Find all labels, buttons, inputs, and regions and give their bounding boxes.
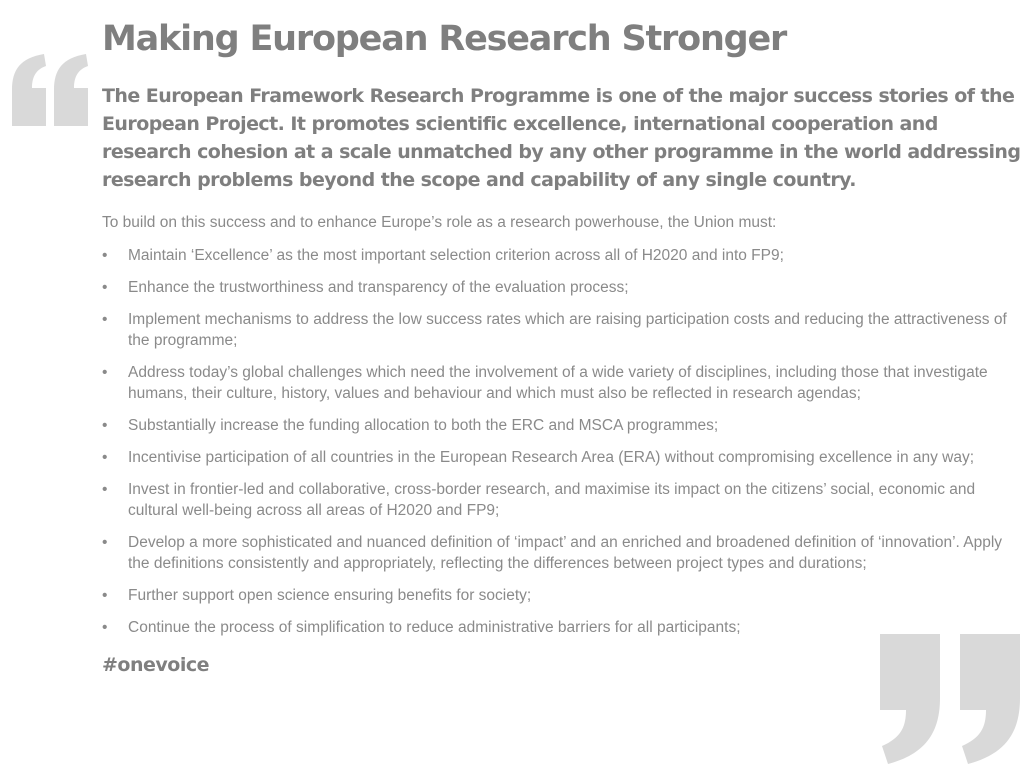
recommendations-list	[102, 245, 1022, 638]
opening-quotation-mark-icon	[10, 54, 90, 126]
list-item-text: Substantially increase the funding allocation to both the ERC and MSCA programmes;	[128, 417, 719, 434]
list-item	[102, 447, 1022, 468]
bullet-icon: •	[102, 587, 108, 604]
list-item-text: Further support open science ensuring benefits for society;	[128, 587, 532, 604]
document-content	[102, 16, 1022, 678]
bullet-icon: •	[102, 247, 108, 264]
intro-paragraph: To build on this success and to enhance Europe’s role as a research powerhouse, the Union must:	[102, 214, 777, 231]
list-item	[102, 479, 1022, 521]
list-item	[102, 277, 1022, 298]
hashtag: #onevoice	[102, 654, 209, 676]
list-item	[102, 585, 1022, 606]
list-item-text: Continue the process of simplification to reduce administrative barriers for all participants;	[128, 619, 741, 636]
list-item-text: Address today’s global challenges which need the involvement of a wide variety of disciplines, including those that investigate humans, their culture, history, values and behaviour and which must also be reflected in research agendas;	[128, 364, 988, 402]
bullet-icon: •	[102, 364, 108, 381]
list-item	[102, 362, 1022, 404]
bullet-icon: •	[102, 534, 108, 551]
list-item	[102, 245, 1022, 266]
bullet-icon: •	[102, 417, 108, 434]
list-item-text: Invest in frontier-led and collaborative, cross-border research, and maximise its impact on the citizens’ social, economic and cultural well-being across all areas of H2020 and FP9;	[128, 481, 976, 519]
bullet-icon: •	[102, 619, 108, 636]
bullet-icon: •	[102, 279, 108, 296]
bullet-icon: •	[102, 449, 108, 466]
page-title: Making European Research Stronger	[102, 19, 787, 59]
bullet-icon: •	[102, 481, 108, 498]
list-item	[102, 415, 1022, 436]
list-item	[102, 532, 1022, 574]
list-item-text: Implement mechanisms to address the low success rates which are raising participation costs and reducing the attractiveness of the programme;	[128, 311, 1007, 349]
list-item-text: Develop a more sophisticated and nuanced definition of ‘impact’ and an enriched and broadened definition of ‘innovation’. Apply the definitions consistently and appropriately, reflecting the differences between project types and durations;	[128, 534, 1003, 572]
list-item-text: Maintain ‘Excellence’ as the most important selection criterion across all of H2020 and into FP9;	[128, 247, 784, 264]
list-item	[102, 617, 1022, 638]
list-item-text: Incentivise participation of all countries in the European Research Area (ERA) without compromising excellence in any way;	[128, 449, 975, 466]
list-item	[102, 309, 1022, 351]
lead-paragraph: The European Framework Research Programme is one of the major success stories of the European Project. It promotes scientific excellence, international cooperation and research cohesion at a scale unmatched by any other programme in the world addressing research problems beyond the scope and capability of any single country.	[102, 85, 1021, 191]
bullet-icon: •	[102, 311, 108, 328]
list-item-text: Enhance the trustworthiness and transparency of the evaluation process;	[128, 279, 629, 296]
